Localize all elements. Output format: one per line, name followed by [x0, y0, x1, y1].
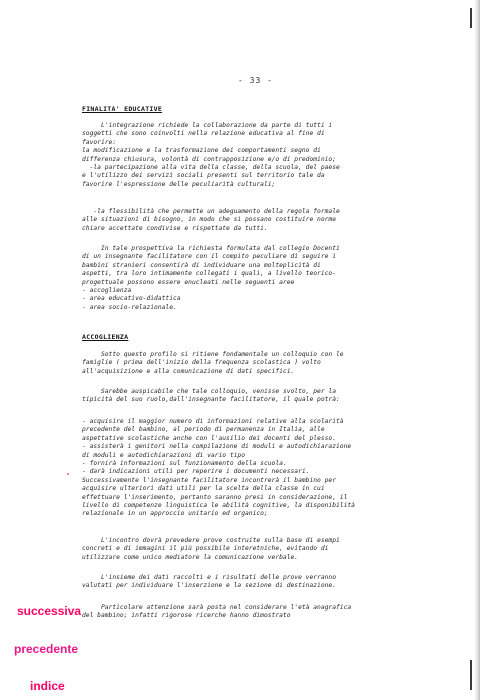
paragraph: -la flessibilità che permette un adeguamento della regola formale alle situazioni di bisogno, in modo che si possano costituire norme chiare accettate condivise e rispettate da tutti.	[82, 208, 340, 232]
next-page-link[interactable]: successiva	[17, 604, 82, 618]
paragraph: - acquisire il maggior numero di informazioni relative alla scolarità precedente del bambino, al periodo di permanenza in Italia, alle aspettative scolastiche anche con l'ausilio dei docenti del plesso. - assisterà i genitori nella compilazione di moduli e autodichiarazione di moduli e autodichiarazioni di vario tipo - fornirà informazioni sul funzionamento della scuola. - darà indicazioni utili per reperire i documenti necessari. Successivamente l'insegnante facilitatore incontrerà il bambino per acquisire ulteriori dati utili per la scelta della classe in cui effettuare l'inserimento, pertanto saranno presi in considerazione, il livello di competenze linguistica le abilità cognitive, la disponibilità relazionale in un approccio unitario ed organico;	[82, 418, 355, 518]
paragraph: Sotto questo profilo si ritiene fondamentale un colloquio con le famiglie ( prima dell'inizio della frequenza scolastica ) volto all'acquisizione e alla comunicazione di dati specifici.	[82, 351, 344, 375]
index-link[interactable]: indice	[30, 679, 65, 693]
scan-edge-mark	[470, 8, 472, 28]
scan-edge-mark	[470, 660, 472, 690]
paragraph: In tale prospettiva la richiesta formulata dal collegio Docenti di un insegnante facilitatore con il compito peculiare di seguire i bambini stranieri consentirà di individuare una molteplicità di aspetti, tra loro intimamente collegati i quali, a livello teorico- progettuale possono essere enucleati nelle seguenti aree - accoglienza - area educativo-didattica - area socio-relazionale.	[82, 245, 340, 311]
paragraph: L'incontro dovrà prevedere prove costruite sulla base di esempi concreti e di immagini il più possibile interetniche, evitando di utilizzare come unico mediatore la comunicazione verbale.	[82, 537, 340, 561]
paragraph: L'insieme dei dati raccolti e i risultati delle prove verranno valutati per individuare l'inserzione e la sezione di destinazione.	[82, 574, 337, 590]
section-heading-finalita: FINALITA' EDUCATIVE	[82, 105, 163, 113]
section-heading-accoglienza: ACCOGLIENZA	[82, 333, 129, 341]
paragraph: Sarebbe auspicabile che tale colloquio, venisse svolto, per la tipicità del suo ruolo,dall'insegnante facilitatore, il quale potrà:	[82, 388, 340, 404]
scan-edge	[474, 0, 480, 700]
paragraph: Particolare attenzione sarà posta nel considerare l'età anagrafica del bambino; infatti rigorose ricerche hanno dimostrato	[82, 604, 352, 620]
page-number: - 33 -	[238, 76, 273, 85]
paragraph: L'integrazione richiede la collaborazione da parte di tutti i soggetti che sono coinvolti nella relazione educativa al fine di favorire: la modificazione e la trasformazione dei comportamenti segno di differenza chiusura, volontà di contrapposizione e/o di predominio; -la partecipazione alla vita della classe, della scuola, del paese e l'utilizzo dei servizi sociali presenti sul territorio tale da favorire l'espressione delle peculiarità culturali;	[82, 122, 340, 188]
previous-page-link[interactable]: precedente	[14, 642, 79, 656]
margin-dot	[67, 473, 69, 475]
